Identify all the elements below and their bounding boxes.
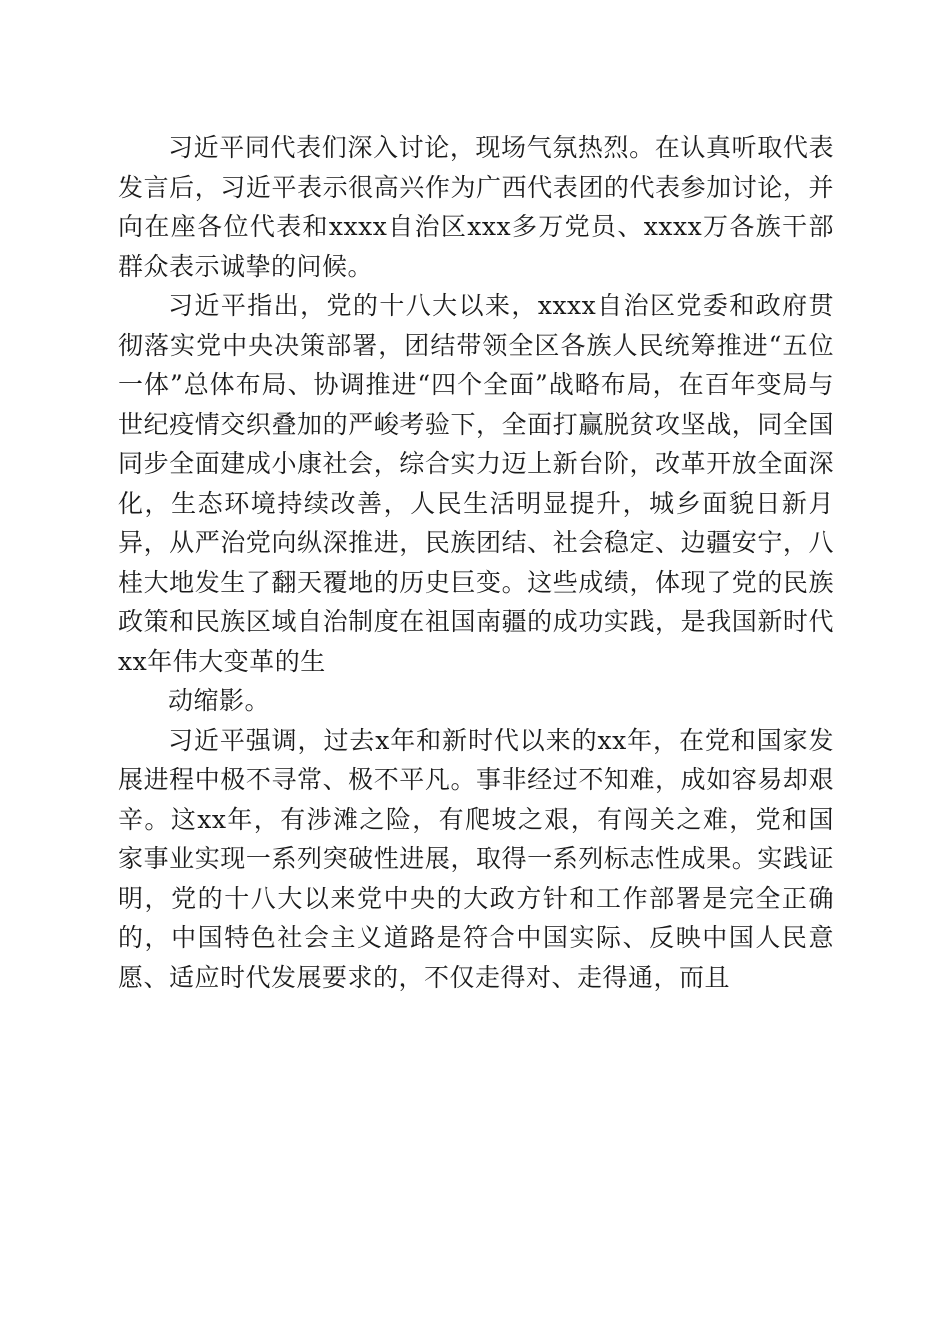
paragraph-2-continuation: 动缩影。 xyxy=(168,686,271,715)
document-body xyxy=(118,128,834,997)
paragraph-3: 习近平强调，过去x年和新时代以来的xx年，在党和国家发展进程中极不寻常、极不平凡。事非经过不知难，成如容易却艰辛。这xx年，有涉滩之险，有爬坡之艰，有闯关之难，党和国家事业实现一系列突破性进展，取得一系列标志性成果。实践证明，党的十八大以来党中央的大政方针和工作部署是完全正确的，中国特色社会主义道路是符合中国实际、反映中国人民意愿、适应时代发展要求的，不仅走得对、走得通，而且 xyxy=(118,725,834,992)
paragraph-1: 习近平同代表们深入讨论，现场气氛热烈。在认真听取代表发言后，习近平表示很高兴作为广西代表团的代表参加讨论，并向在座各位代表和xxxx自治区xxx多万党员、xxxx万各族干部群众表示诚挚的问候。 xyxy=(118,133,834,281)
paragraph-2: 习近平指出，党的十八大以来，xxxx自治区党委和政府贯彻落实党中央决策部署，团结带领全区各族人民统筹推进“五位一体”总体布局、协调推进“四个全面”战略布局，在百年变局与世纪疫情交织叠加的严峻考验下，全面打赢脱贫攻坚战，同全国同步全面建成小康社会，综合实力迈上新台阶，改革开放全面深化，生态环境持续改善，人民生活明显提升，城乡面貌日新月异，从严治党向纵深推进，民族团结、社会稳定、边疆安宁，八桂大地发生了翻天覆地的历史巨变。这些成绩，体现了党的民族政策和民族区域自治制度在祖国南疆的成功实践，是我国新时代xx年伟大变革的生 xyxy=(118,291,834,676)
